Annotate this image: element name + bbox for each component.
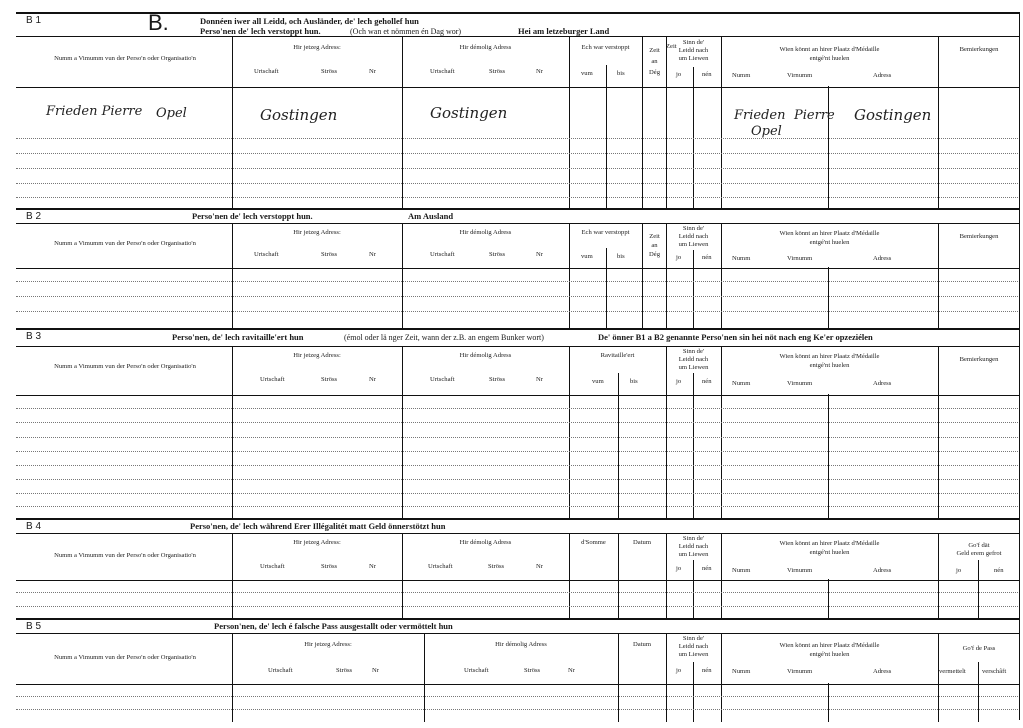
b3-header-supplied: Ravitaille'ert <box>600 352 635 359</box>
section-b1 <box>16 12 1020 210</box>
b3-header-former-town: Urtschaft <box>430 376 455 383</box>
b3-header-former-number: Nr <box>536 376 543 383</box>
b2-header-time-c: Dég <box>649 251 660 258</box>
section-b3 <box>16 328 1020 520</box>
b2-header-hidden: Ech war verstoppt <box>581 229 630 236</box>
b3-header-medal-firstname: Virnumm <box>787 380 813 387</box>
section-b5 <box>16 618 1020 722</box>
section-b1-title-line1: Donnéen iwer all Leidd, och Ausländer, de' lech gehollef hun <box>200 16 419 26</box>
section-b3-title: Perso'nen, de' lech ravitaille'ert hun <box>172 332 304 342</box>
b3-header-medal-name: Numm <box>732 380 751 387</box>
b1-hand-name-extra: Opel <box>156 106 187 121</box>
section-b2-title: Perso'nen de' lech verstoppt hun. <box>192 211 313 221</box>
b4-header-suffered-2: Leidd nach <box>678 543 709 550</box>
form-page <box>16 12 1020 720</box>
section-b2-id: B 2 <box>26 211 42 222</box>
b5-header-town: Urtschaft <box>268 667 293 674</box>
b3-header-medal-1: Wien könnt an hirer Plaatz d'Médaille <box>779 353 880 360</box>
b1-header-medal-1: Wien könnt an hirer Plaatz d'Médaille <box>779 46 880 53</box>
section-b5-title: Person'nen, de' lech é falsche Pass ausgestallt oder vermöttelt hun <box>214 621 453 631</box>
b3-header-town: Urtschaft <box>260 376 285 383</box>
section-b4 <box>16 518 1020 620</box>
b4-rows <box>16 579 1020 620</box>
b1-header-name: Numm a Vimumm vun der Perso'n oder Organisatio'n <box>54 55 196 62</box>
b5-header-medal-address: Adress <box>873 668 892 675</box>
b5-header-current-address: Hir jetzeg Adress: <box>304 641 352 648</box>
b3-header-remarks: Bemierkungen <box>959 356 999 363</box>
b1-header: Numm a Vimumm vun der Perso'n oder Organisatio'n Hir jetzeg Adress: Urtschaft Ströss Nr Hir démolig Adress Urtschaft Ströss Nr Ech war verstoppt vum bis Zeit Zeit an Dég Sinn de' Leidd nach um Liewen jo nén Wien könnt an hirer Plaatz d'Médaille entgé'nt huelen Numm Virnumm Adress Bemierkungen <box>16 36 1020 88</box>
b5-header-mediated: vermettelt <box>939 668 966 675</box>
b4-header-medal-address: Adress <box>873 567 892 574</box>
b3-header-street: Ströss <box>321 376 338 383</box>
b2-header-yes: jo <box>676 254 682 261</box>
b1-header-current-address: Hir jetzeg Adress: <box>293 44 341 51</box>
section-b4-id: B 4 <box>26 521 42 532</box>
b5-header-name: Numm a Vimumm vun der Perso'n oder Organisatio'n <box>54 654 196 661</box>
b4-header-medal-2: entgé'nt huelen <box>809 549 850 556</box>
b1-header-from: vum <box>581 70 593 77</box>
b4-header-former-address: Hir démolig Adress <box>459 539 512 546</box>
section-b3-id: B 3 <box>26 331 42 342</box>
b5-header-medal-firstname: Virnumm <box>787 668 813 675</box>
b2-header-medal-address: Adress <box>873 255 892 262</box>
b2-header <box>16 223 1020 269</box>
b5-header-yes: jo <box>676 667 682 674</box>
b4-header-former-town: Urtschaft <box>428 563 453 570</box>
b1-header-time-c: Dég <box>649 69 660 76</box>
b2-header-medal-name: Numm <box>732 255 751 262</box>
b4-header-money-returned-1: Go'f dät <box>968 542 990 549</box>
b3-header-to: bis <box>630 378 638 385</box>
b3-header-from: vum <box>592 378 604 385</box>
b1-header-suffered-3: um Liewen <box>678 55 709 62</box>
b2-header-street: Ströss <box>321 251 338 258</box>
b4-header-money-yes: jo <box>956 567 962 574</box>
b2-header-no: nén <box>702 254 712 261</box>
b1-header-time-a: Zeit <box>649 47 660 54</box>
b5-header-street: Ströss <box>336 667 353 674</box>
b5-header-number: Nr <box>372 667 379 674</box>
section-b1-id: B 1 <box>26 15 42 26</box>
b1-rows <box>16 86 1020 210</box>
b2-header-former-town: Urtschaft <box>430 251 455 258</box>
b5-header-pass-returned: Go'f de Pass <box>962 645 996 652</box>
b3-header-former-street: Ströss <box>489 376 506 383</box>
b4-header-former-street: Ströss <box>488 563 505 570</box>
b5-rows <box>16 683 1020 722</box>
b1-header-former-address: Hir démolig Adress <box>459 44 512 51</box>
b5-header-former-street: Ströss <box>524 667 541 674</box>
b2-header-medal-2: entgé'nt huelen <box>809 239 850 246</box>
b1-header-town: Urtschaft <box>254 68 279 75</box>
b5-header-procured: verschâft <box>982 668 1007 675</box>
b3-rows <box>16 394 1020 520</box>
b1-header-medal-2: entgé'nt huelen <box>809 55 850 62</box>
b4-header-yes: jo <box>676 565 682 572</box>
b3-header-medal-2: entgé'nt huelen <box>809 362 850 369</box>
section-b1-title-line2: Perso'nen de' lech verstoppt hun. <box>200 26 321 36</box>
b2-header-suffered-2: Leidd nach <box>678 233 709 240</box>
b5-header-medal-name: Numm <box>732 668 751 675</box>
b4-header-date: Datum <box>633 539 651 546</box>
b1-header-street: Ströss <box>321 68 338 75</box>
right-edge-line <box>1019 12 1020 720</box>
b2-header-time-a: Zeit <box>649 233 660 240</box>
b4-header-amount: d'Somme <box>581 539 606 546</box>
b1-header-to: bis <box>617 70 625 77</box>
b5-header-suffered-3: um Liewen <box>678 651 709 658</box>
b4-header-current-address: Hir jetzeg Adress: <box>293 539 341 546</box>
b2-header-name: Numm a Vimumm vun der Perso'n oder Organisatio'n <box>54 240 196 247</box>
b4-header-medal-1: Wien könnt an hirer Plaatz d'Médaille <box>779 540 880 547</box>
b4-header-town: Urtschaft <box>260 563 285 570</box>
b4-header-medal-name: Numm <box>732 567 751 574</box>
b2-header-remarks: Bemierkungen <box>959 233 999 240</box>
b2-header-medal-1: Wien könnt an hirer Plaatz d'Médaille <box>779 230 880 237</box>
b4-header-money-no: nén <box>994 567 1004 574</box>
b1-header-hidden: Ech war verstoppt <box>581 44 630 51</box>
b2-rows <box>16 267 1020 330</box>
b5-header-suffered-2: Leidd nach <box>678 643 709 650</box>
b2-header-town: Urtschaft <box>254 251 279 258</box>
b3-header-suffered-3: um Liewen <box>678 364 709 371</box>
b5-header-no: nén <box>702 667 712 674</box>
form-letter: B. <box>148 10 169 35</box>
b1-header-former-number: Nr <box>536 68 543 75</box>
b2-header-suffered-3: um Liewen <box>678 241 709 248</box>
b3-header-yes: jo <box>676 378 682 385</box>
b2-header-former-address: Hir démolig Adress <box>459 229 512 236</box>
b4-header-medal-firstname: Virnumm <box>787 567 813 574</box>
b2-header-time-b: an <box>651 242 658 249</box>
b1-header-medal-address: Adress <box>873 72 892 79</box>
b1-header-no: nén <box>702 71 712 78</box>
b3-header-former-address: Hir démolig Adress <box>459 352 512 359</box>
b3-header-current-address: Hir jetzeg Adress: <box>293 352 341 359</box>
b1-header-suffered-1: Sinn de' <box>682 39 705 46</box>
b5-header-former-number: Nr <box>568 667 575 674</box>
b2-header-former-street: Ströss <box>489 251 506 258</box>
b4-header-suffered-1: Sinn de' <box>682 535 705 542</box>
b2-header-suffered-1: Sinn de' <box>682 225 705 232</box>
b1-header-medal-firstname: Virnumm <box>787 72 813 79</box>
section-b1-note: (Och wan et nömmen én Dag wor) <box>350 27 462 36</box>
b3-header-number: Nr <box>369 376 376 383</box>
b5-header <box>16 633 1020 685</box>
b4-header-number: Nr <box>369 563 376 570</box>
b1-header-number: Nr <box>369 68 376 75</box>
b1-hand-medal-firstname: Pierre <box>794 108 835 123</box>
b1-hand-medal-name: Frieden <box>734 108 786 123</box>
b4-header-former-number: Nr <box>536 563 543 570</box>
b5-header-medal-1: Wien könnt an hirer Plaatz d'Médaille <box>779 642 880 649</box>
b1-header-former-town: Urtschaft <box>430 68 455 75</box>
section-b1-extra: Hei am letzeburger Land <box>518 26 610 36</box>
b5-header-former-address: Hir démolig Adress <box>495 641 547 648</box>
b3-header-name: Numm a Vimumm vun der Perso'n oder Organisatio'n <box>54 363 196 370</box>
b1-hand-medal-name-extra: Opel <box>751 124 782 139</box>
b2-header-number: Nr <box>369 251 376 258</box>
b3-header-suffered-2: Leidd nach <box>678 356 709 363</box>
b1-header-medal-name: Numm <box>732 72 751 79</box>
b2-header-current-address: Hir jetzeg Adress: <box>293 229 341 236</box>
b5-header-former-town: Urtschaft <box>464 667 489 674</box>
b5-header-medal-2: entgé'nt huelen <box>809 651 850 658</box>
section-b3-extra: De' önner B1 a B2 genannte Perso'nen sin hei nöt nach eng Ke'er opzeziélen <box>598 332 873 342</box>
b5-header-date: Datum <box>633 641 651 648</box>
b4-header-no: nén <box>702 565 712 572</box>
b1-header-former-street: Ströss <box>489 68 506 75</box>
b1-header-time-b: an <box>651 58 658 65</box>
b1-hand-former-town: Gostingen <box>430 104 508 122</box>
b1-header-remarks: Bemierkungen <box>959 46 999 53</box>
b4-header-street: Ströss <box>321 563 338 570</box>
b1-header-yes: jo <box>676 71 682 78</box>
b4-header <box>16 533 1020 581</box>
b5-header-suffered-1: Sinn de' <box>682 635 705 642</box>
b4-header-suffered-3: um Liewen <box>678 551 709 558</box>
b1-header-suffered-2: Leidd nach <box>678 47 709 54</box>
b3-header-suffered-1: Sinn de' <box>682 348 705 355</box>
b2-header-from: vum <box>581 253 593 260</box>
b4-header-name: Numm a Vimumm vun der Perso'n oder Organisatio'n <box>54 552 196 559</box>
b2-header-to: bis <box>617 253 625 260</box>
b1-hand-name: Frieden Pierre <box>46 104 143 119</box>
b2-header-former-number: Nr <box>536 251 543 258</box>
b1-hand-current-town: Gostingen <box>260 106 338 124</box>
section-b3-note: (émol oder lä nger Zeit, wann der z.B. an engem Bunker wort) <box>344 333 544 342</box>
b3-header-medal-address: Adress <box>873 380 892 387</box>
b3-header <box>16 346 1020 396</box>
section-b2-extra: Am Ausland <box>408 211 454 221</box>
section-b5-id: B 5 <box>26 621 42 632</box>
b2-header-medal-firstname: Virnumm <box>787 255 813 262</box>
section-b4-title: Perso'nen, de' lech während Erer Illégalitét matt Geld önnerstötzt hun <box>190 521 446 531</box>
section-b2 <box>16 208 1020 330</box>
b4-header-money-returned-2: Geld erem gefrot <box>956 550 1002 557</box>
b3-header-no: nén <box>702 378 712 385</box>
b1-hand-medal-address: Gostingen <box>854 106 932 124</box>
